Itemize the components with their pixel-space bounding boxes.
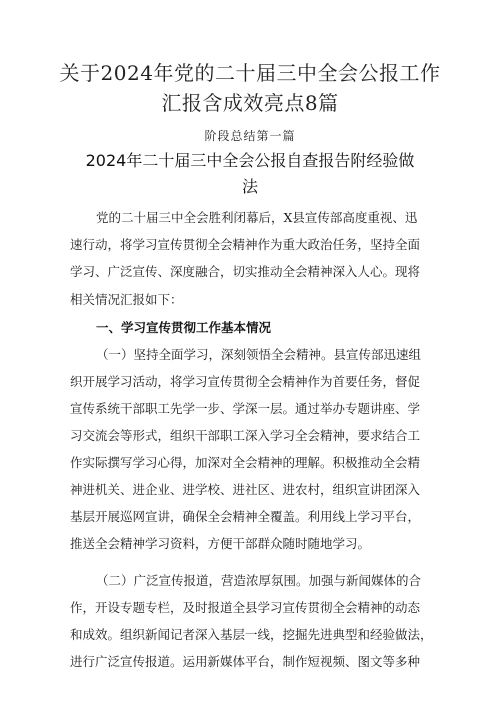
paragraph-line: 习交流会等形式，组织干部职工深入学习全会精神，要求结合工: [70, 428, 421, 443]
paragraph-line: 进行广泛宣传报道。运用新媒体平台，制作短视频、图文等多种: [70, 654, 421, 669]
paragraph-line: 宣传系统干部职工先学一步、学深一层。通过举办专题讲座、学: [70, 401, 421, 416]
intro-line: 相关情况汇报如下：: [70, 292, 183, 307]
section-heading: 一、学习宣传贯彻工作基本情况: [96, 320, 272, 335]
paragraph-line: 织开展学习活动，将学习宣传贯彻全会精神作为首要任务，督促: [70, 374, 421, 389]
report-title-line-2: 法: [241, 177, 258, 196]
document-title-line-1: 关于2024年党的二十届三中全会公报工作: [59, 61, 441, 85]
paragraph-line: （一）坚持全面学习，深刻领悟全会精神。县宣传部迅速组: [96, 347, 422, 362]
paragraph-line: 基层开展巡网宣讲，确保全会精神全覆盖。利用线上学习平台，: [70, 509, 421, 524]
intro-line: 党的二十届三中全会胜利闭幕后，X县宣传部高度重视、迅: [96, 210, 418, 225]
paragraph-line: 神进机关、进企业、进学校、进社区、进农村，组织宣讲团深入: [70, 482, 421, 497]
intro-line: 速行动，将学习宣传贯彻全会精神作为重大政治任务，坚持全面: [70, 237, 421, 252]
document-title-line-2: 汇报含成效亮点8篇: [161, 91, 339, 115]
paragraph-line: 作，开设专题专栏，及时报道全县学习宣传贯彻全会精神的动态: [70, 600, 421, 615]
report-title-line-1: 2024年二十届三中全会公报自查报告附经验做: [85, 151, 415, 170]
section-label: 阶段总结第一篇: [204, 129, 296, 143]
paragraph-line: 和成效。组织新闻记者深入基层一线，挖掘先进典型和经验做法，: [70, 627, 433, 642]
paragraph-line: 作实际撰写学习心得，加深对全会精神的理解。积极推动全会精: [70, 455, 421, 470]
intro-line: 学习、广泛宣传、深度融合，切实推动全会精神深入人心。现将: [70, 264, 421, 279]
paragraph-line: （二）广泛宣传报道，营造浓厚氛围。加强与新闻媒体的合: [96, 573, 422, 588]
paragraph-line: 推送全会精神学习资料，方便干部群众随时随地学习。: [70, 536, 371, 551]
